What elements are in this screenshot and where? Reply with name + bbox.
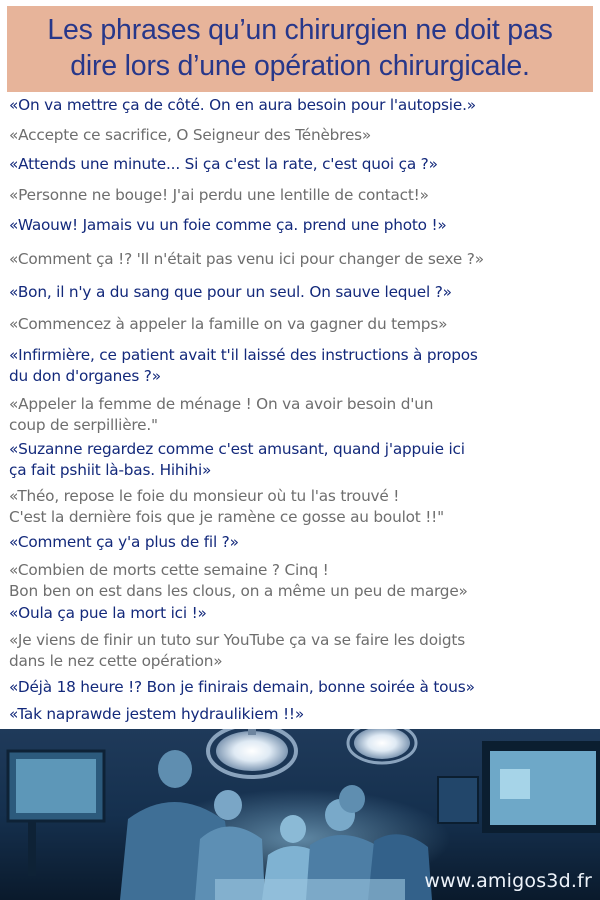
quote-line: «Je viens de finir un tuto sur YouTube ça va se faire les doigts [9,631,465,649]
page-title-line: Les phrases qu’un chirurgien ne doit pas [47,14,553,46]
quote-item [9,704,597,725]
quote-line: «Personne ne bouge! J'ai perdu une lentille de contact!» [9,186,429,204]
quote-item [9,314,597,335]
quote-line: «Bon, il n'y a du sang que pour un seul. On sauve lequel ?» [9,283,452,301]
quote-line: Bon ben on est dans les clous, on a même un peu de marge» [9,582,468,600]
page-title-line: dire lors d’une opération chirurgicale. [70,50,530,82]
quote-item [9,439,597,481]
quote-line: «Tak naprawde jestem hydraulikiem !!» [9,705,304,723]
quote-item [9,486,597,528]
quote-line: «Comment ça !? 'Il n'était pas venu ici pour changer de sexe ?» [9,250,484,268]
quote-line: «Combien de morts cette semaine ? Cinq ! [9,561,329,579]
page-title [7,12,593,84]
quote-item [9,394,597,436]
quote-line: «On va mettre ça de côté. On en aura besoin pour l'autopsie.» [9,96,476,114]
quote-line: «Comment ça y'a plus de fil ?» [9,533,239,551]
quote-line: coup de serpillière." [9,416,158,434]
quote-item [9,249,597,270]
quote-line: «Suzanne regardez comme c'est amusant, quand j'appuie ici [9,440,465,458]
quote-item [9,154,597,175]
quote-item [9,560,597,602]
quote-line: ça fait pshiit là-bas. Hihihi» [9,461,212,479]
quote-item [9,532,597,553]
quote-item [9,125,597,146]
quote-line: dans le nez cette opération» [9,652,223,670]
website-watermark: www.amigos3d.fr [424,870,592,892]
quote-item [9,603,597,624]
quote-line: «Théo, repose le foie du monsieur où tu l'as trouvé ! [9,487,400,505]
quote-item [9,345,597,387]
quote-line: «Accepte ce sacrifice, O Seigneur des Ténèbres» [9,126,372,144]
quote-line: «Oula ça pue la mort ici !» [9,604,207,622]
quote-line: «Déjà 18 heure !? Bon je finirais demain, bonne soirée à tous» [9,678,475,696]
quote-line: «Attends une minute... Si ça c'est la rate, c'est quoi ça ?» [9,155,438,173]
quote-item [9,185,597,206]
quote-line: «Waouw! Jamais vu un foie comme ça. prend une photo !» [9,216,447,234]
quote-line: «Infirmière, ce patient avait t'il laissé des instructions à propos [9,346,478,364]
quote-item [9,215,597,236]
quote-item [9,95,597,116]
quote-line: C'est la dernière fois que je ramène ce gosse au boulot !!" [9,508,444,526]
quote-item [9,677,597,698]
quote-line: «Appeler la femme de ménage ! On va avoir besoin d'un [9,395,434,413]
quote-item [9,630,597,672]
quote-line: «Commencez à appeler la famille on va gagner du temps» [9,315,448,333]
quote-line: du don d'organes ?» [9,367,161,385]
quote-item [9,282,597,303]
